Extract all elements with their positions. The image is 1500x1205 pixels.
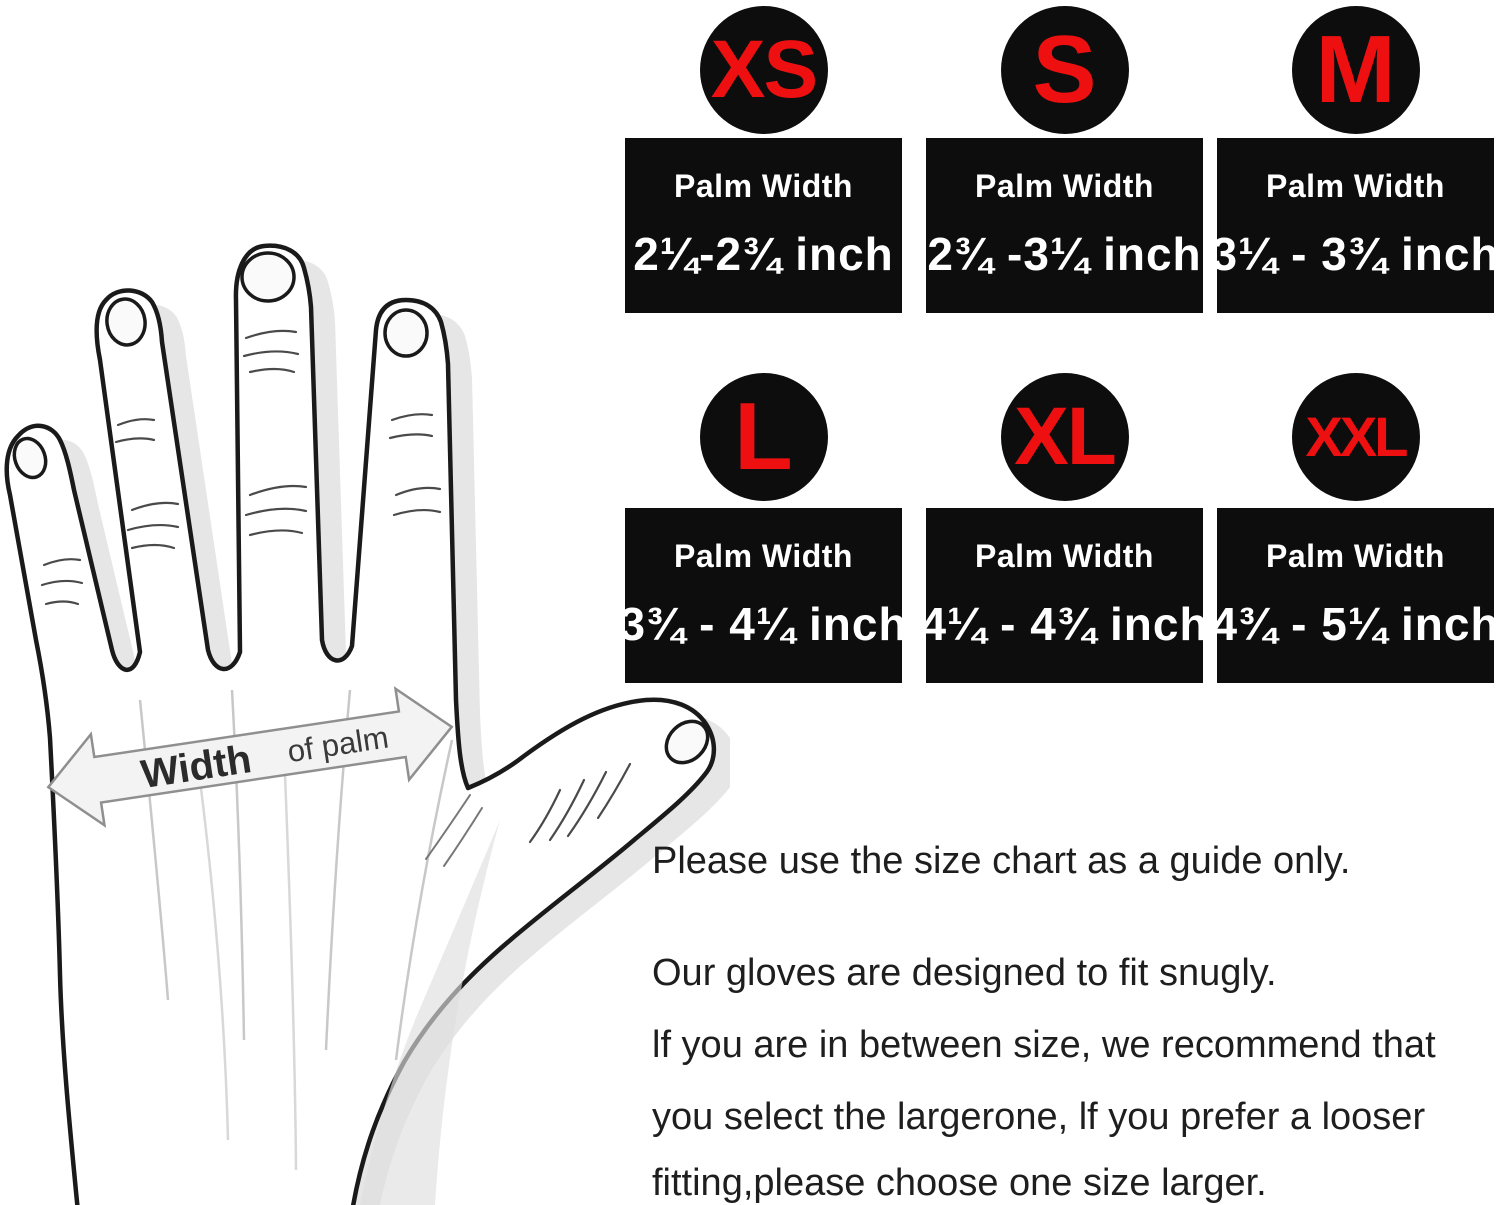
palm-width-range: 2¾ -3¼ inch	[927, 228, 1202, 280]
size-badge-xs	[700, 6, 828, 134]
size-badge-xl	[1001, 373, 1129, 501]
palm-width-range: 2¼-2¾ inch	[633, 228, 894, 280]
size-label-l: L	[734, 383, 793, 490]
palm-width-range: 4¾ - 5¼ inch	[1211, 598, 1500, 650]
palm-width-panel-s	[926, 138, 1203, 313]
palm-width-title: Palm Width	[1266, 538, 1445, 574]
note-fit-snugly: Our gloves are designed to fit snugly.	[652, 952, 1277, 994]
size-label-xl: XL	[1014, 391, 1115, 482]
palm-width-range: 4¼ - 4¾ inch	[920, 598, 1209, 650]
palm-width-title: Palm Width	[975, 538, 1154, 574]
palm-width-range: 3¾ - 4¼ inch	[619, 598, 908, 650]
size-badge-xxl	[1292, 373, 1420, 501]
palm-width-panel-xs	[625, 138, 902, 313]
size-label-xs: XS	[710, 24, 817, 115]
size-label-s: S	[1032, 16, 1097, 123]
index-nail	[385, 310, 427, 356]
palm-width-title: Palm Width	[674, 538, 853, 574]
note-between-size-3: fitting,please choose one size larger.	[652, 1162, 1267, 1204]
note-guide-only: Please use the size chart as a guide only.	[652, 840, 1351, 882]
note-between-size-1: lf you are in between size, we recommend that	[652, 1024, 1436, 1066]
palm-width-title: Palm Width	[674, 168, 853, 204]
banner-word-of-palm: of palm	[285, 719, 391, 770]
banner-word-width: Width	[138, 737, 255, 797]
note-between-size-2: you select the largerone, lf you prefer a looser	[652, 1096, 1426, 1138]
size-badge-m	[1292, 6, 1420, 134]
palm-width-title: Palm Width	[1266, 168, 1445, 204]
size-badge-l	[700, 373, 828, 501]
palm-width-panel-l	[619, 508, 908, 683]
size-label-m: M	[1315, 16, 1396, 123]
middle-nail	[242, 253, 294, 301]
palm-width-panel-m	[1211, 138, 1500, 313]
palm-width-title: Palm Width	[975, 168, 1154, 204]
palm-width-panel-xl	[920, 508, 1209, 683]
size-badge-s	[1001, 6, 1129, 134]
palm-width-panel-xxl	[1211, 508, 1500, 683]
size-label-xxl: XXL	[1305, 405, 1406, 468]
palm-width-range: 3¼ - 3¾ inch	[1211, 228, 1500, 280]
